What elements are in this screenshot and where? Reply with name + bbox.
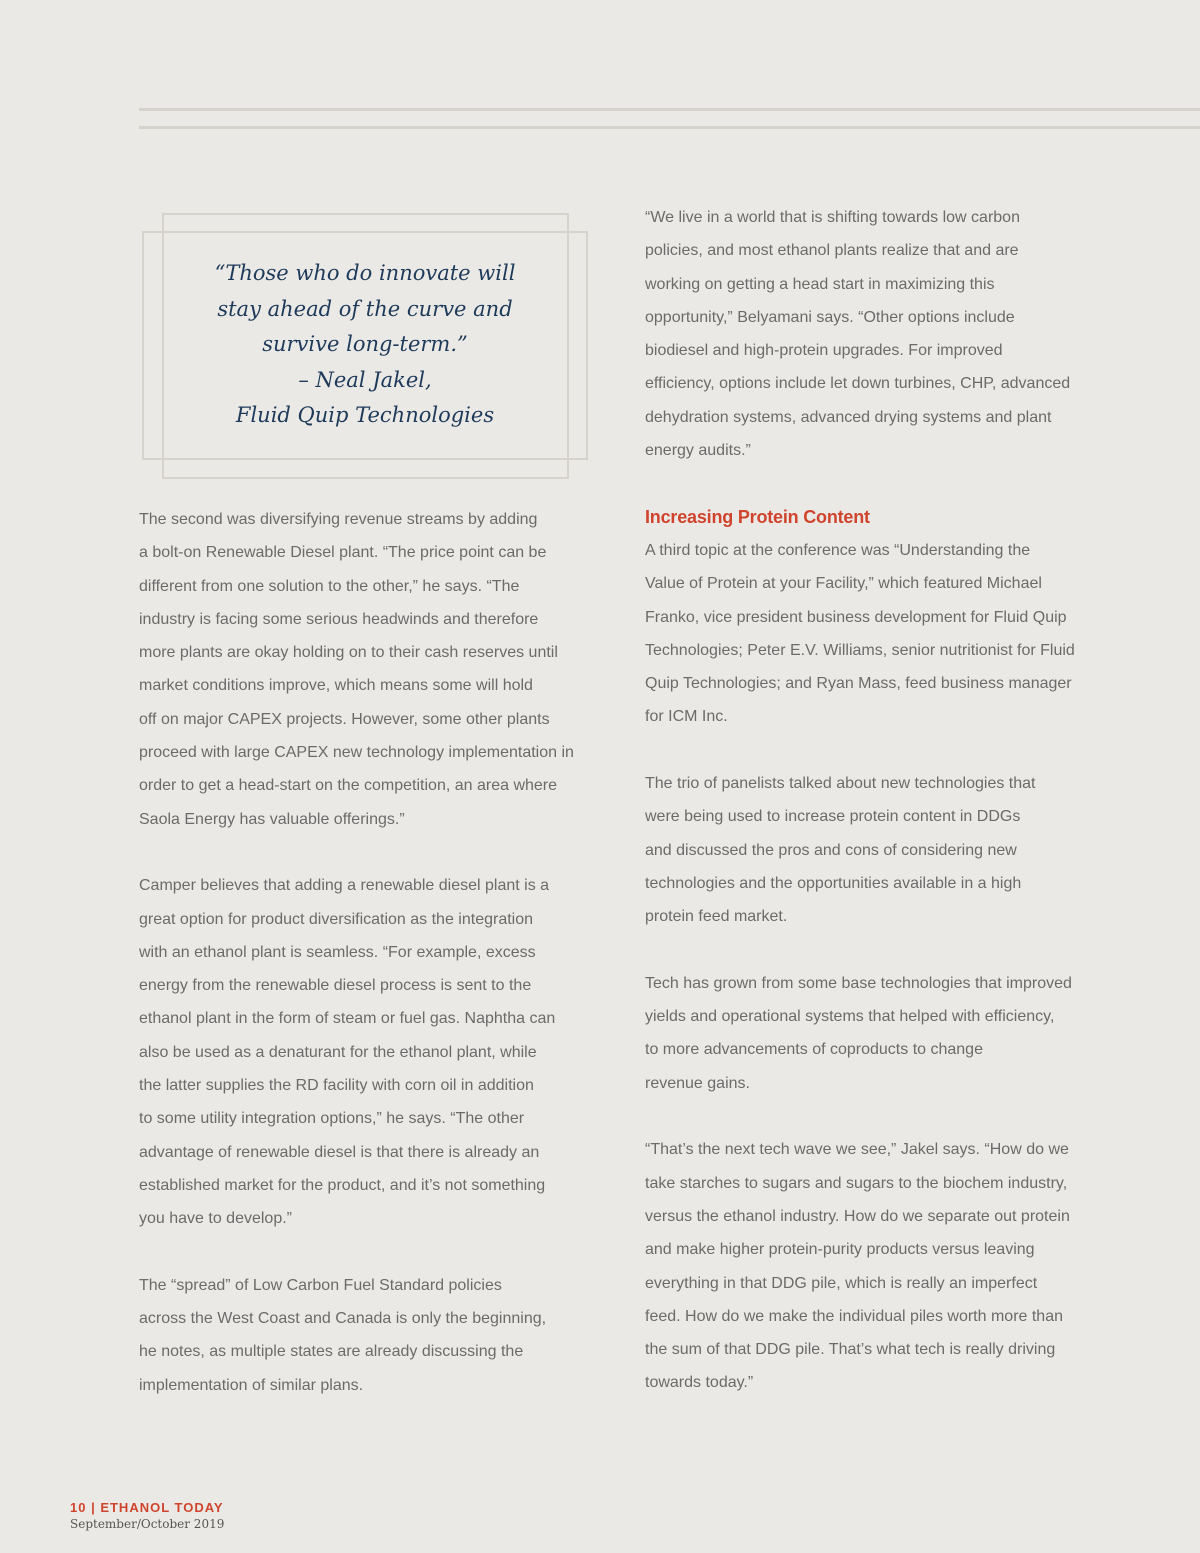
paragraph: [645, 767, 1100, 933]
text-line: a bolt-on Renewable Diesel plant. “The price point can be: [139, 544, 547, 562]
text-line: you have to develop.”: [139, 1210, 292, 1228]
text-line: proceed with large CAPEX new technology implementation in: [139, 744, 574, 762]
text-line: towards today.”: [645, 1374, 754, 1392]
text-line: A third topic at the conference was “Understanding the: [645, 541, 1031, 559]
pull-quote-line: stay ahead of the curve and: [217, 296, 513, 321]
paragraph: [645, 967, 1100, 1100]
paragraph: [139, 869, 594, 1235]
text-line: he notes, as multiple states are already discussing the: [139, 1343, 524, 1361]
text-line: Quip Technologies; and Ryan Mass, feed business manager: [645, 675, 1072, 693]
text-line: revenue gains.: [645, 1074, 750, 1092]
text-line: with an ethanol plant is seamless. “For example, excess: [139, 943, 536, 961]
left-column: [139, 503, 594, 1435]
pull-quote-text: [142, 256, 588, 434]
paragraph: [645, 1133, 1100, 1399]
pull-quote-attribution: – Neal Jakel,: [298, 367, 432, 392]
text-line: and discussed the pros and cons of considering new: [645, 841, 1017, 859]
header-rule-top: [139, 108, 1200, 111]
issue-date: September/October 2019: [70, 1517, 225, 1531]
text-line: technologies and the opportunities available in a high: [645, 874, 1022, 892]
text-line: protein feed market.: [645, 908, 788, 926]
paragraph: [139, 1269, 594, 1402]
text-line: policies, and most ethanol plants realize that and are: [645, 242, 1019, 260]
page-footer: [70, 1500, 224, 1532]
paragraph: [645, 201, 1100, 467]
text-line: Technologies; Peter E.V. Williams, senior nutritionist for Fluid: [645, 641, 1075, 659]
pull-quote-line: “Those who do innovate will: [214, 261, 516, 285]
text-line: were being used to increase protein content in DDGs: [645, 808, 1021, 826]
text-line: off on major CAPEX projects. However, some other plants: [139, 710, 550, 728]
paragraph: [645, 534, 1100, 734]
text-line: energy audits.”: [645, 442, 751, 460]
text-line: “We live in a world that is shifting towards low carbon: [645, 209, 1020, 226]
text-line: Saola Energy has valuable offerings.”: [139, 810, 405, 828]
text-line: order to get a head-start on the competition, an area where: [139, 777, 558, 795]
text-line: different from one solution to the other,” he says. “The: [139, 577, 520, 595]
section-heading: Increasing Protein Content: [645, 506, 870, 527]
text-line: working on getting a head start in maximizing this: [645, 275, 995, 293]
text-line: the sum of that DDG pile. That’s what tech is really driving: [645, 1341, 1056, 1359]
text-line: ethanol plant in the form of steam or fuel gas. Naphtha can: [139, 1010, 556, 1028]
publication-folio: 10 | ETHANOL TODAY: [70, 1500, 224, 1515]
text-line: also be used as a denaturant for the ethanol plant, while: [139, 1043, 537, 1061]
text-line: energy from the renewable diesel process is sent to the: [139, 977, 532, 995]
text-line: The second was diversifying revenue streams by adding: [139, 511, 538, 528]
text-line: Franko, vice president business development for Fluid Quip: [645, 608, 1067, 626]
text-line: and make higher protein-purity products versus leaving: [645, 1241, 1035, 1259]
text-line: The trio of panelists talked about new technologies that: [645, 775, 1036, 793]
text-line: Value of Protein at your Facility,” which featured Michael: [645, 575, 1042, 593]
pull-quote-line: survive long-term.”: [262, 332, 468, 356]
text-line: the latter supplies the RD facility with corn oil in addition: [139, 1077, 534, 1095]
text-line: Tech has grown from some base technologies that improved: [645, 974, 1072, 992]
text-line: industry is facing some serious headwinds and therefore: [139, 610, 539, 628]
pull-quote: [142, 213, 588, 479]
text-line: everything in that DDG pile, which is really an imperfect: [645, 1274, 1038, 1292]
right-column: [645, 201, 1100, 1433]
text-line: “That’s the next tech wave we see,” Jakel says. “How do we: [645, 1141, 1069, 1159]
text-line: opportunity,” Belyamani says. “Other options include: [645, 308, 1015, 326]
text-line: implementation of similar plans.: [139, 1376, 364, 1394]
paragraph: [139, 503, 594, 836]
text-line: advantage of renewable diesel is that there is already an: [139, 1143, 540, 1161]
text-line: The “spread” of Low Carbon Fuel Standard policies: [139, 1276, 502, 1294]
text-line: versus the ethanol industry. How do we separate out protein: [645, 1207, 1070, 1225]
text-line: yields and operational systems that helped with efficiency,: [645, 1008, 1055, 1026]
text-line: Camper believes that adding a renewable diesel plant is a: [139, 877, 550, 895]
text-line: dehydration systems, advanced drying systems and plant: [645, 408, 1052, 426]
text-line: biodiesel and high-protein upgrades. For improved: [645, 342, 1003, 360]
text-line: established market for the product, and it’s not something: [139, 1176, 546, 1194]
pull-quote-affiliation: Fluid Quip Technologies: [235, 403, 495, 427]
text-line: across the West Coast and Canada is only the beginning,: [139, 1310, 547, 1328]
text-line: take starches to sugars and sugars to the biochem industry,: [645, 1174, 1068, 1192]
text-line: to more advancements of coproducts to change: [645, 1041, 983, 1059]
text-line: feed. How do we make the individual piles worth more than: [645, 1307, 1063, 1325]
text-line: efficiency, options include let down turbines, CHP, advanced: [645, 375, 1071, 393]
text-line: more plants are okay holding on to their cash reserves until: [139, 644, 558, 662]
text-line: to some utility integration options,” he says. “The other: [139, 1110, 525, 1128]
text-line: market conditions improve, which means some will hold: [139, 677, 533, 695]
text-line: great option for product diversification as the integration: [139, 910, 534, 928]
header-rule-bottom: [139, 126, 1200, 129]
text-line: for ICM Inc.: [645, 708, 728, 726]
